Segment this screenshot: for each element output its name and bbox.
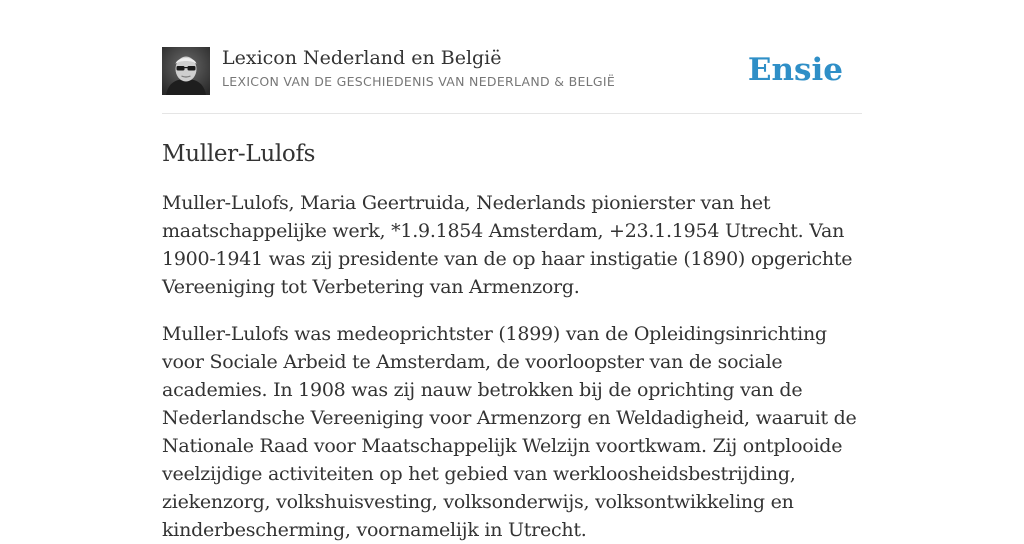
header-text [222,45,615,89]
site-title-link[interactable]: Lexicon Nederland en België [222,47,502,69]
article-paragraph: Muller-Lulofs, Maria Geertruida, Nederlands pionierster van het maatschappelijke werk, *1.9.1854 Amsterdam, +23.1.1954 Utrecht. Van 1900-1941 was zij presidente van de op haar instigatie (1890) opgerichte Vereeniging tot Verbetering van Armenzorg. [162,192,853,298]
article-title: Muller-Lulofs [162,141,316,167]
content-container [162,0,862,544]
person-photo-icon [162,47,210,95]
site-subtitle: LEXICON VAN DE GESCHIEDENIS VAN NEDERLAND & BELGIË [222,74,616,89]
article-paragraph: Muller-Lulofs was medeoprichtster (1899) van de Opleidingsinrichting voor Sociale Arbeid te Amsterdam, de voorloopster van de sociale academies. In 1908 was zij nauw betrokken bij de oprichting van de Nederlandsche Vereeniging voor Armenzorg en Weldadigheid, waaruit de Nationale Raad voor Maatschappelijk Welzijn voortkwam. Zij ontplooide veelzijdige activiteiten op het gebied van werkloosheidsbestrijding, ziekenzorg, volkshuisvesting, volksonderwijs, volksontwikkeling en kinderbescherming, voornamelijk in Utrecht. [162,323,857,541]
avatar[interactable] [162,47,210,95]
ensie-logo-link[interactable]: Ensie [747,52,843,88]
lexicon-header [162,0,862,114]
